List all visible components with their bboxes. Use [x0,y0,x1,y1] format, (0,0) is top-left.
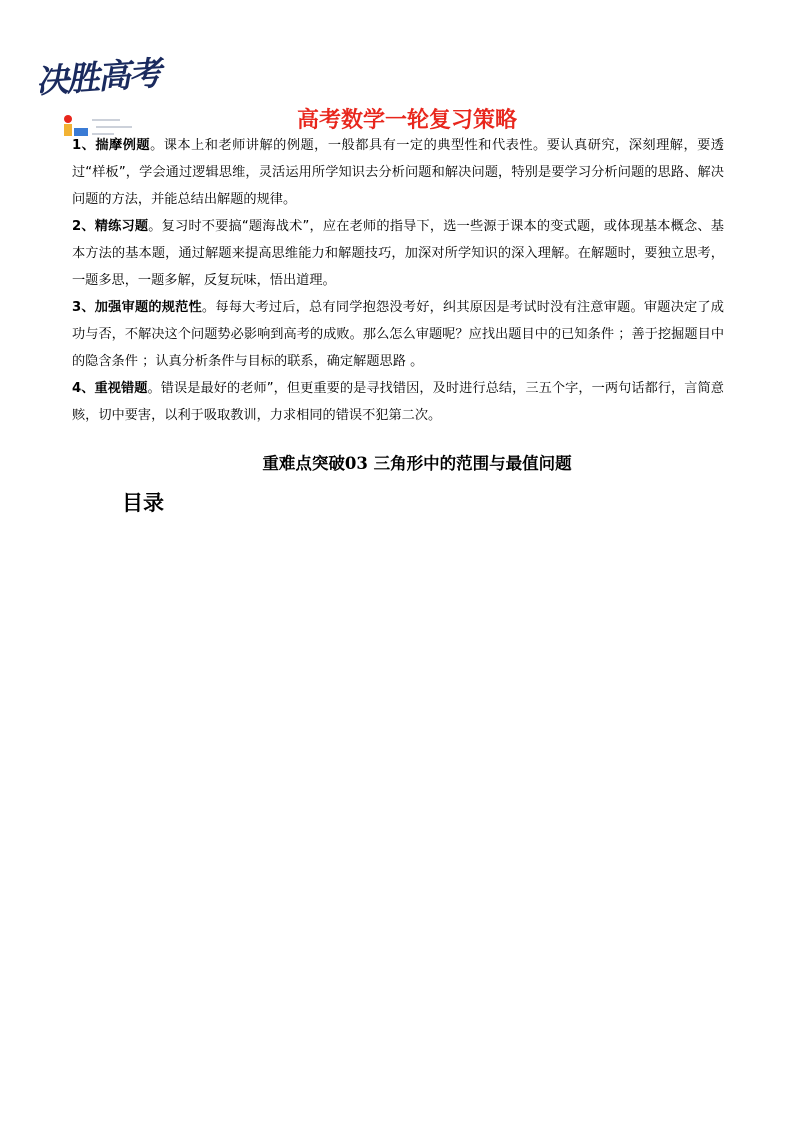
strategy-item [72,294,724,375]
strategy-item [72,375,724,429]
section-heading: 重难点突破03 三角形中的范围与最值问题 [262,454,572,473]
strategy-text: 。课本上和老师讲解的例题，一般都具有一定的典型性和代表性。要认真研究，深刻理解，要透过“样板”，学会通过逻辑思维，灵活运用所学知识去分析问题和解决问题，特别是要学习分析问题的思路、解决问题的方法，并能总结出解题的规律。 [72,138,724,207]
logo-text: 决胜高考 [34,53,161,101]
strategy-label: 3、加强审题的规范性 [72,300,202,315]
strategy-item [72,132,724,213]
strategy-text: 。每每大考过后，总有同学抱怨没考好，纠其原因是考试时没有注意审题。审题决定了成功与否，不解决这个问题势必影响到高考的成败。那么怎么审题呢？应找出题目中的已知条件 ；善于挖掘题目中的隐含条件 ；认真分析条件与目标的联系，确定解题思路 。 [72,300,724,369]
strategy-list [72,132,724,429]
strategy-text: 。错误是最好的老师”，但更重要的是寻找错因，及时进行总结，三五个字，一两句话都行，言简意赅，切中要害，以利于吸取教训，力求相同的错误不犯第二次。 [72,381,724,423]
strategy-text: 。复习时不要搞“题海战术”，应在老师的指导下，选一些源于课本的变式题，或体现基本概念、基本方法的基本题，通过解题来提高思维能力和解题技巧，加深对所学知识的深入理解。在解题时，要独立思考，一题多思，一题多解，反复玩味，悟出道理。 [72,219,724,288]
strategy-item [72,213,724,294]
strategy-label: 1、揣摩例题 [72,138,151,153]
strategy-label: 2、精练习题 [72,219,149,234]
page-title: 高考数学一轮复习策略 [296,108,517,133]
strategy-label: 4、重视错题 [72,381,148,396]
toc-heading: 目录 [122,491,164,515]
